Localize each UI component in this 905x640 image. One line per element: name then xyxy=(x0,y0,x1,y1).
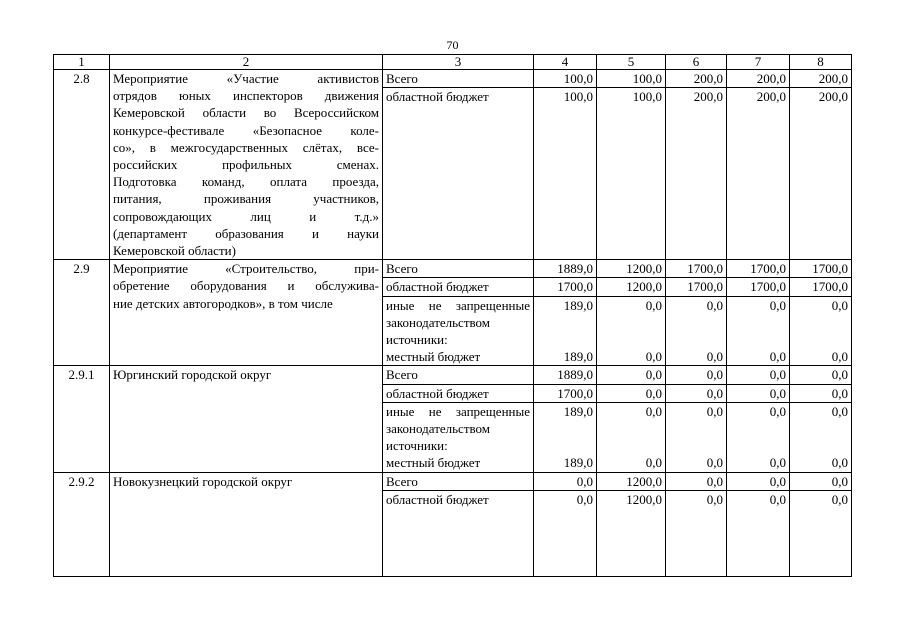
row-description xyxy=(110,366,383,472)
value-cell: 1700,0 xyxy=(790,260,852,278)
value-cell xyxy=(727,402,790,472)
funding-source-line: иные не запрещенные xyxy=(386,403,530,419)
value-cell: 200,0 xyxy=(790,70,852,88)
table-row xyxy=(54,70,852,88)
description-line: Новокузнецкий городской округ xyxy=(113,473,293,489)
value-cell: 100,0 xyxy=(534,88,597,260)
description-line: питания, проживания участников, xyxy=(113,191,379,207)
value-top: 0,0 xyxy=(831,297,848,313)
value-top: 0,0 xyxy=(645,403,662,419)
row-number: 2.8 xyxy=(54,70,110,260)
value-cell: 0,0 xyxy=(534,490,597,576)
value-cell: 0,0 xyxy=(727,472,790,490)
value-cell: 1200,0 xyxy=(597,490,666,576)
funding-source-line: законодательством xyxy=(386,421,491,437)
value-bottom: 0,0 xyxy=(769,455,786,471)
value-cell xyxy=(666,402,727,472)
funding-source: Всего xyxy=(383,472,534,490)
funding-source-line: иные не запрещенные xyxy=(386,297,530,313)
value-cell: 0,0 xyxy=(790,384,852,402)
value-cell xyxy=(727,296,790,366)
description-line: отрядов юных инспекторов движения xyxy=(113,88,379,104)
description-line: (департамент образования и науки xyxy=(113,225,379,241)
column-header: 5 xyxy=(597,55,666,70)
funding-source-line: местный бюджет xyxy=(386,349,481,365)
row-number: 2.9.1 xyxy=(54,366,110,472)
header-row xyxy=(54,55,852,70)
description-line: Кемеровской области) xyxy=(113,243,236,259)
value-cell: 1889,0 xyxy=(534,366,597,384)
row-description xyxy=(110,472,383,576)
value-cell: 0,0 xyxy=(727,384,790,402)
value-cell xyxy=(666,296,727,366)
value-cell: 0,0 xyxy=(666,384,727,402)
description-line: Кемеровской области во Всероссийском xyxy=(113,105,379,121)
value-bottom: 0,0 xyxy=(645,349,662,365)
value-cell: 100,0 xyxy=(597,88,666,260)
value-cell: 1700,0 xyxy=(727,260,790,278)
value-top: 0,0 xyxy=(769,403,786,419)
value-cell: 1889,0 xyxy=(534,260,597,278)
row-number: 2.9 xyxy=(54,260,110,366)
value-cell: 100,0 xyxy=(597,70,666,88)
funding-source-line: местный бюджет xyxy=(386,455,481,471)
value-top: 0,0 xyxy=(831,403,848,419)
value-cell: 0,0 xyxy=(727,490,790,576)
funding-source: Всего xyxy=(383,260,534,278)
value-cell xyxy=(790,402,852,472)
value-cell: 0,0 xyxy=(727,366,790,384)
value-cell: 0,0 xyxy=(534,472,597,490)
column-header: 2 xyxy=(110,55,383,70)
value-bottom: 189,0 xyxy=(563,349,593,365)
value-cell: 1700,0 xyxy=(666,278,727,296)
value-cell: 100,0 xyxy=(534,70,597,88)
value-cell: 0,0 xyxy=(790,472,852,490)
funding-source: Всего xyxy=(383,366,534,384)
value-cell: 0,0 xyxy=(666,366,727,384)
value-cell xyxy=(790,296,852,366)
funding-source: областной бюджет xyxy=(383,88,534,260)
funding-source: областной бюджет xyxy=(383,278,534,296)
description-line: сопровождающих лиц и т.д.» xyxy=(113,208,379,224)
funding-source: областной бюджет xyxy=(383,384,534,402)
value-cell: 200,0 xyxy=(727,70,790,88)
funding-source-line: источники: xyxy=(386,438,448,454)
column-header: 4 xyxy=(534,55,597,70)
value-bottom: 0,0 xyxy=(769,349,786,365)
value-cell: 200,0 xyxy=(790,88,852,260)
value-bottom: 0,0 xyxy=(645,455,662,471)
value-bottom: 189,0 xyxy=(563,455,593,471)
description-line: Мероприятие «Строительство, при- xyxy=(113,261,379,277)
description-line: Мероприятие «Участие активистов xyxy=(113,71,379,86)
value-cell xyxy=(534,402,597,472)
value-cell: 200,0 xyxy=(666,88,727,260)
table-row xyxy=(54,472,852,490)
value-top: 0,0 xyxy=(769,297,786,313)
value-cell: 0,0 xyxy=(666,472,727,490)
value-top: 0,0 xyxy=(706,403,723,419)
row-description xyxy=(110,70,383,260)
value-cell: 1700,0 xyxy=(534,278,597,296)
row-description xyxy=(110,260,383,366)
value-cell: 1700,0 xyxy=(790,278,852,296)
value-top: 0,0 xyxy=(706,297,723,313)
value-cell: 0,0 xyxy=(790,366,852,384)
value-cell: 1200,0 xyxy=(597,472,666,490)
description-line: ние детских автогородков», в том числе xyxy=(113,295,333,311)
table-row xyxy=(54,260,852,278)
value-bottom: 0,0 xyxy=(831,349,848,365)
funding-source xyxy=(383,402,534,472)
column-header: 3 xyxy=(383,55,534,70)
column-header: 1 xyxy=(54,55,110,70)
value-cell: 1200,0 xyxy=(597,278,666,296)
value-bottom: 0,0 xyxy=(706,455,723,471)
value-cell: 0,0 xyxy=(597,366,666,384)
description-line: конкурсе-фестивале «Безопасное коле- xyxy=(113,122,379,138)
funding-source-line: законодательством xyxy=(386,314,491,330)
value-cell: 1200,0 xyxy=(597,260,666,278)
funding-source: областной бюджет xyxy=(383,490,534,576)
description-line: со», в межгосударственных слётах, все- xyxy=(113,139,379,155)
column-header: 8 xyxy=(790,55,852,70)
value-top: 0,0 xyxy=(645,297,662,313)
description-line: российских профильных сменах. xyxy=(113,157,379,173)
page-number: 70 xyxy=(446,38,459,52)
value-cell xyxy=(597,296,666,366)
funding-source-line: источники: xyxy=(386,332,448,348)
value-top: 189,0 xyxy=(563,403,593,419)
value-bottom: 0,0 xyxy=(831,455,848,471)
column-header: 6 xyxy=(666,55,727,70)
value-top: 189,0 xyxy=(563,297,593,313)
funding-source: Всего xyxy=(383,70,534,88)
value-bottom: 0,0 xyxy=(706,349,723,365)
row-number: 2.9.2 xyxy=(54,472,110,576)
description-line: Подготовка команд, оплата проезда, xyxy=(113,174,379,190)
value-cell: 1700,0 xyxy=(727,278,790,296)
value-cell: 1700,0 xyxy=(534,384,597,402)
value-cell xyxy=(534,296,597,366)
value-cell: 0,0 xyxy=(666,490,727,576)
value-cell: 0,0 xyxy=(790,490,852,576)
description-line: обретение оборудования и обслужива- xyxy=(113,278,379,294)
value-cell xyxy=(597,402,666,472)
description-line: Юргинский городской округ xyxy=(113,367,272,383)
funding-source xyxy=(383,296,534,366)
table-row xyxy=(54,366,852,384)
budget-table xyxy=(53,54,852,577)
value-cell: 200,0 xyxy=(666,70,727,88)
value-cell: 200,0 xyxy=(727,88,790,260)
value-cell: 0,0 xyxy=(597,384,666,402)
column-header: 7 xyxy=(727,55,790,70)
value-cell: 1700,0 xyxy=(666,260,727,278)
